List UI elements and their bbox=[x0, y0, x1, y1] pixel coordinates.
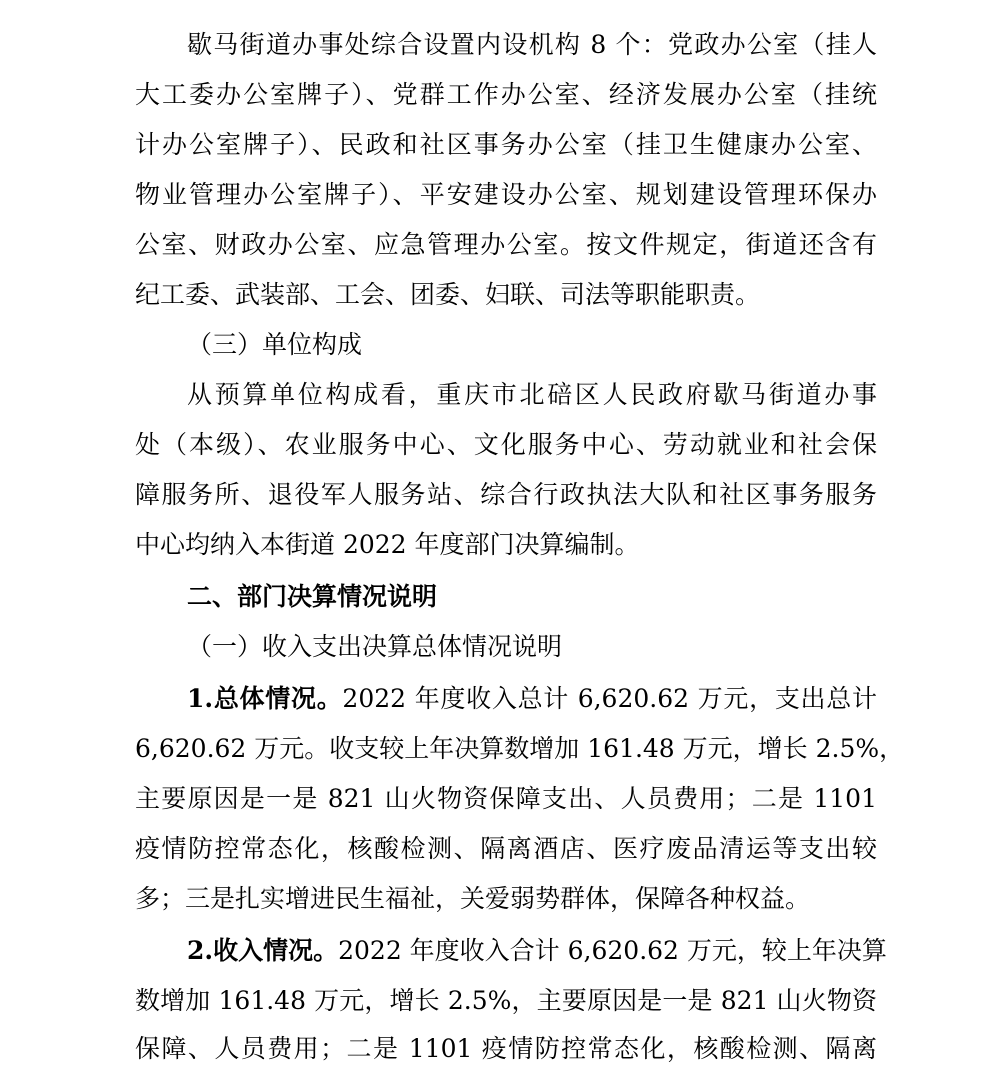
subheading-income-expense-overview: （一）收入支出决算总体情况说明 bbox=[187, 632, 563, 661]
paragraph-4-line-1-text: 2022 年度收入合计 6,620.62 万元，较上年决算 bbox=[338, 936, 887, 965]
paragraph-4-line-2: 数增加 161.48 万元，增长 2.5%，主要原因是一是 821 山火物资 bbox=[135, 986, 877, 1015]
paragraph-3-line-3: 主要原因是一是 821 山火物资保障支出、人员费用；二是 1101 bbox=[135, 784, 877, 813]
paragraph-1-line-5: 公室、财政办公室、应急管理办公室。按文件规定，街道还含有 bbox=[135, 230, 877, 259]
paragraph-2-line-2: 处（本级）、农业服务中心、文化服务中心、劳动就业和社会保 bbox=[135, 430, 877, 459]
paragraph-3-line-1 bbox=[187, 674, 877, 724]
section-heading-2: 二、部门决算情况说明 bbox=[187, 582, 438, 611]
paragraph-2-line-1: 从预算单位构成看，重庆市北碚区人民政府歇马街道办事 bbox=[187, 380, 877, 409]
paragraph-3-line-5: 多；三是扎实增进民生福祉，关爱弱势群体，保障各种权益。 bbox=[135, 884, 811, 913]
paragraph-3-line-4: 疫情防控常态化，核酸检测、隔离酒店、医疗废品清运等支出较 bbox=[135, 834, 877, 863]
paragraph-4-line-3: 保障、人员费用；二是 1101 疫情防控常态化，核酸检测、隔离 bbox=[135, 1034, 877, 1063]
paragraph-1-line-2: 大工委办公室牌子）、党群工作办公室、经济发展办公室（挂统 bbox=[135, 80, 877, 109]
paragraph-3-line-1-text: 2022 年度收入总计 6,620.62 万元，支出总计 bbox=[342, 684, 877, 713]
paragraph-4-line-1 bbox=[187, 926, 887, 976]
paragraph-3-line-2: 6,620.62 万元。收支较上年决算数增加 161.48 万元，增长 2.5%， bbox=[135, 734, 905, 763]
paragraph-2-line-4: 中心均纳入本街道 2022 年度部门决算编制。 bbox=[135, 530, 640, 559]
paragraph-1-line-3: 计办公室牌子）、民政和社区事务办公室（挂卫生健康办公室、 bbox=[135, 130, 877, 159]
paragraph-3-lead: 1.总体情况。 bbox=[187, 684, 343, 713]
paragraph-1-line-4: 物业管理办公室牌子）、平安建设办公室、规划建设管理环保办 bbox=[135, 180, 877, 209]
paragraph-2-line-3: 障服务所、退役军人服务站、综合行政执法大队和社区事务服务 bbox=[135, 480, 877, 509]
paragraph-4-lead: 2.收入情况。 bbox=[187, 936, 339, 965]
paragraph-1-line-6: 纪工委、武装部、工会、团委、妇联、司法等职能职责。 bbox=[135, 280, 761, 309]
subheading-unit-composition: （三）单位构成 bbox=[187, 330, 363, 359]
paragraph-1-line-1: 歇马街道办事处综合设置内设机构 8 个：党政办公室（挂人 bbox=[187, 30, 877, 59]
